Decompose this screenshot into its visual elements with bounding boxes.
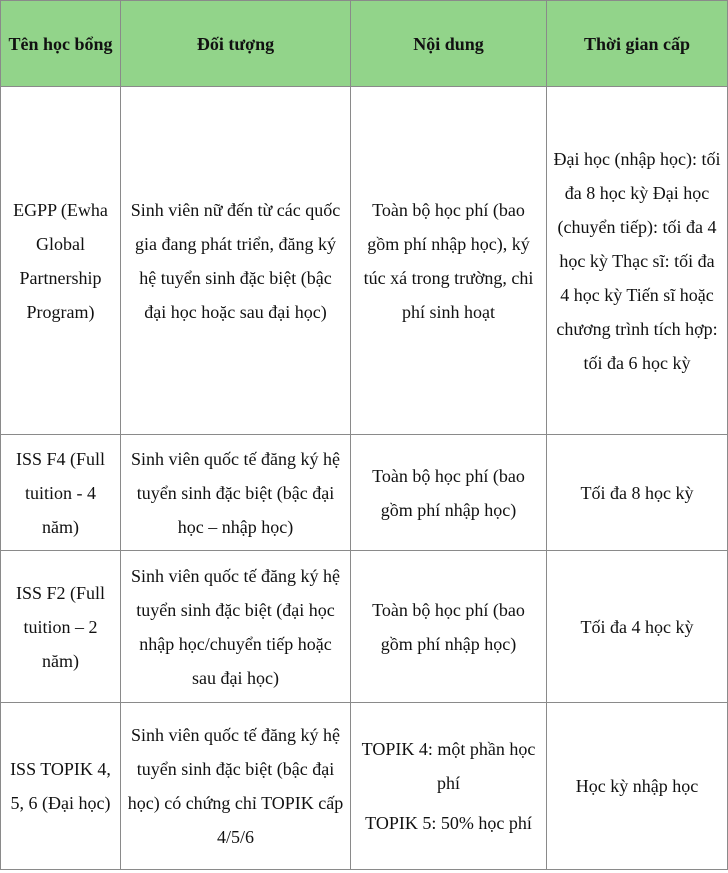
header-target: Đối tượng	[121, 1, 351, 87]
content-line: TOPIK 5: 50% học phí	[365, 813, 532, 833]
scholarship-target: Sinh viên quốc tế đăng ký hệ tuyển sinh đặc biệt (đại học nhập học/chuyển tiếp hoặc sau đại học)	[121, 551, 351, 703]
table-row	[1, 87, 728, 435]
content-line: TOPIK 4: một phần học phí	[361, 739, 536, 793]
scholarship-name: ISS F4 (Full tuition - 4 năm)	[1, 435, 121, 551]
table-row	[1, 435, 728, 551]
scholarship-content: Toàn bộ học phí (bao gồm phí nhập học)	[351, 435, 547, 551]
scholarship-duration: Đại học (nhập học): tối đa 8 học kỳ Đại học (chuyển tiếp): tối đa 4 học kỳ Thạc sĩ: tối đa 4 học kỳ Tiến sĩ hoặc chương trình tích hợp: tối đa 6 học kỳ	[547, 87, 728, 435]
header-row	[1, 1, 728, 87]
table-row	[1, 703, 728, 870]
scholarship-target: Sinh viên quốc tế đăng ký hệ tuyển sinh đặc biệt (bậc đại học) có chứng chỉ TOPIK cấp 4/5/6	[121, 703, 351, 870]
scholarship-content	[351, 703, 547, 870]
scholarship-duration: Học kỳ nhập học	[547, 703, 728, 870]
scholarship-content: Toàn bộ học phí (bao gồm phí nhập học)	[351, 551, 547, 703]
scholarship-name: ISS F2 (Full tuition – 2 năm)	[1, 551, 121, 703]
scholarship-name: EGPP (Ewha Global Partnership Program)	[1, 87, 121, 435]
header-scholarship-name: Tên học bổng	[1, 1, 121, 87]
scholarship-duration: Tối đa 8 học kỳ	[547, 435, 728, 551]
scholarship-content: Toàn bộ học phí (bao gồm phí nhập học), ký túc xá trong trường, chi phí sinh hoạt	[351, 87, 547, 435]
scholarship-duration: Tối đa 4 học kỳ	[547, 551, 728, 703]
header-duration: Thời gian cấp	[547, 1, 728, 87]
scholarship-name: ISS TOPIK 4, 5, 6 (Đại học)	[1, 703, 121, 870]
scholarship-target: Sinh viên nữ đến từ các quốc gia đang phát triển, đăng ký hệ tuyển sinh đặc biệt (bậc đại học hoặc sau đại học)	[121, 87, 351, 435]
scholarship-target: Sinh viên quốc tế đăng ký hệ tuyển sinh đặc biệt (bậc đại học – nhập học)	[121, 435, 351, 551]
header-content: Nội dung	[351, 1, 547, 87]
table-row	[1, 551, 728, 703]
